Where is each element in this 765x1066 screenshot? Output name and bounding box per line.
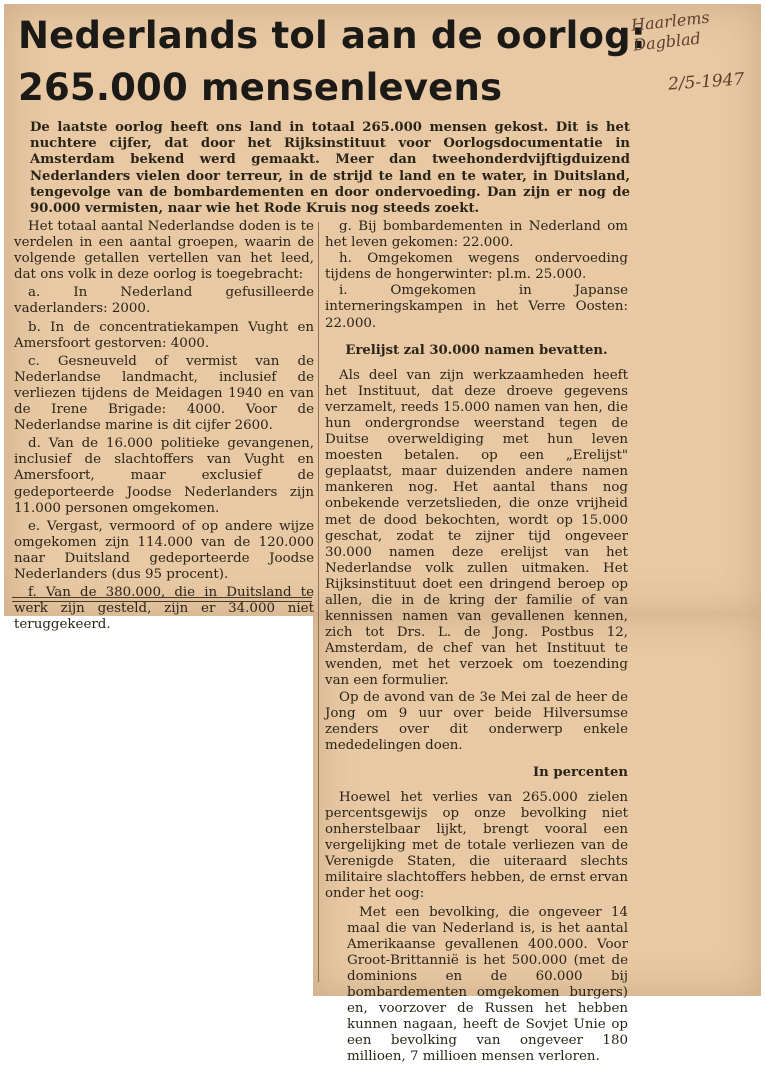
list-item-a: a. In Nederland gefusilleerde vaderlanders: 2000.: [14, 285, 314, 317]
broadcast-paragraph: Op de avond van de 3e Mei zal de heer de Jong om 9 uur over beide Hilversumse zenders over dit onderwerp enkele mededelingen doen.: [325, 689, 628, 753]
list-item-i: i. Omgekomen in Japanse interneringskampen in het Verre Oosten: 22.000.: [325, 283, 628, 331]
erelijst-paragraph: Als deel van zijn werkzaamheden heeft het Instituut, dat deze droeve gegevens verzamelt, reeds 15.000 namen van hen, die hun ondergrondse weerstand tegen de Duitse overweldiging met hun leven moesten betalen. op een „Erelijst" geplaatst, maar duizenden andere namen mankeren nog. Het aantal thans nog onbekende verzetslieden, die onze vrijheid met de dood bekochten, wordt op 15.000 geschat, zodat te zijner tijd ongeveer 30.000 namen deze erelijst van het Nederlandse volk zullen uitmaken. Het Rijksinstituut doet een dringend beroep op allen, die in de kring der familie of van kennissen namen van gevallenen kennen, zich tot Drs. L. de Jong. Postbus 12, Amsterdam, de chef van het Instituut te wenden, met het verzoek om toezending van een formulier.: [325, 367, 628, 689]
comparison-paragraph: Met een bevolking, die ongeveer 14 maal die van Nederland is, is het aantal Amerikaanse gevallenen 400.000. Voor Groot-Brittannië is het 500.000 (met de dominions en de 60.000 bij bombardementen omgekomen burgers) en, voorzover de Russen het hebben kunnen nagaan, heeft de Sovjet Unie op een bevolking van ongeveer 180 millioen, 7 millioen mensen verloren.: [347, 904, 628, 1065]
percent-paragraph: Hoewel het verlies van 265.000 zielen percentsgewijs op onze bevolking niet onherstelbaar lijkt, brengt vooral een vergelijking met de totale verliezen van de Verenigde Staten, die uiteraard slechts militaire slachtoffers hebben, de ernst ervan onder het oog:: [325, 789, 628, 902]
list-item-g: g. Bij bombardementen in Nederland om het leven gekomen: 22.000.: [325, 219, 628, 251]
headline-line-2: 265.000 mensenlevens: [18, 66, 503, 109]
intro-paragraph: Het totaal aantal Nederlandse doden is te verdelen in een aantal groepen, waarin de volgende getallen vertellen van het leed, dat ons volk in deze oorlog is toegebracht:: [14, 219, 314, 283]
subhead-erelijst: Erelijst zal 30.000 namen bevatten.: [345, 342, 608, 358]
column-divider: [318, 222, 319, 982]
list-item-f: f. Van de 380.000, die in Duitsland te werk zijn gesteld, zijn er 34.000 niet teruggekeerd.: [14, 585, 314, 633]
comparison-block: [325, 905, 628, 1066]
list-item-b: b. In de concentratiekampen Vught en Amersfoort gestorven: 4000.: [14, 319, 314, 351]
left-column: [14, 219, 314, 633]
right-column: [325, 219, 628, 1066]
handwritten-source-note: Haarlems Dagblad: [630, 7, 711, 55]
lede-paragraph: De laatste oorlog heeft ons land in totaal 265.000 mensen gekost. Dit is het nuchtere cijfer, dat door het Rijksinstituut voor Oorlogsdocumentatie in Amsterdam bekend werd gemaakt. Meer dan tweehonderdvijftigduizend Nederlanders vielen door terreur, in de strijd te land en te water, in Duitsland, tengevolge van de bombardementen en door ondervoeding. Dan zijn er nog de 90.000 vermisten, naar wie het Rode Kruis nog steeds zoekt.: [30, 120, 630, 217]
subhead-percenten: In percenten: [533, 764, 628, 780]
list-item-d: d. Van de 16.000 politieke gevangenen, inclusief de slachtoffers van Vught en Amersfoort, maar exclusief de gedeporteerde Joodse Nederlanders zijn 11.000 personen omgekomen.: [14, 436, 314, 516]
list-item-h: h. Omgekomen wegens ondervoeding tijdens de hongerwinter: pl.m. 25.000.: [325, 251, 628, 283]
column-end-rule-double: [12, 601, 312, 602]
headline-line-1: Nederlands tol aan de oorlog:: [18, 14, 646, 57]
handwritten-date-note: 2/5-1947: [667, 69, 745, 95]
list-item-c: c. Gesneuveld of vermist van de Nederlandse landmacht, inclusief de verliezen tijdens de Meidagen 1940 en van de Irene Brigade: 4000. Voor de Nederlandse marine is dit cijfer 2600.: [14, 353, 314, 434]
list-item-e: e. Vergast, vermoord of op andere wijze omgekomen zijn 114.000 van de 120.000 naar Duitsland gedeporteerde Joodse Nederlanders (dus 95 procent).: [14, 518, 314, 582]
column-end-rule: [12, 597, 312, 598]
